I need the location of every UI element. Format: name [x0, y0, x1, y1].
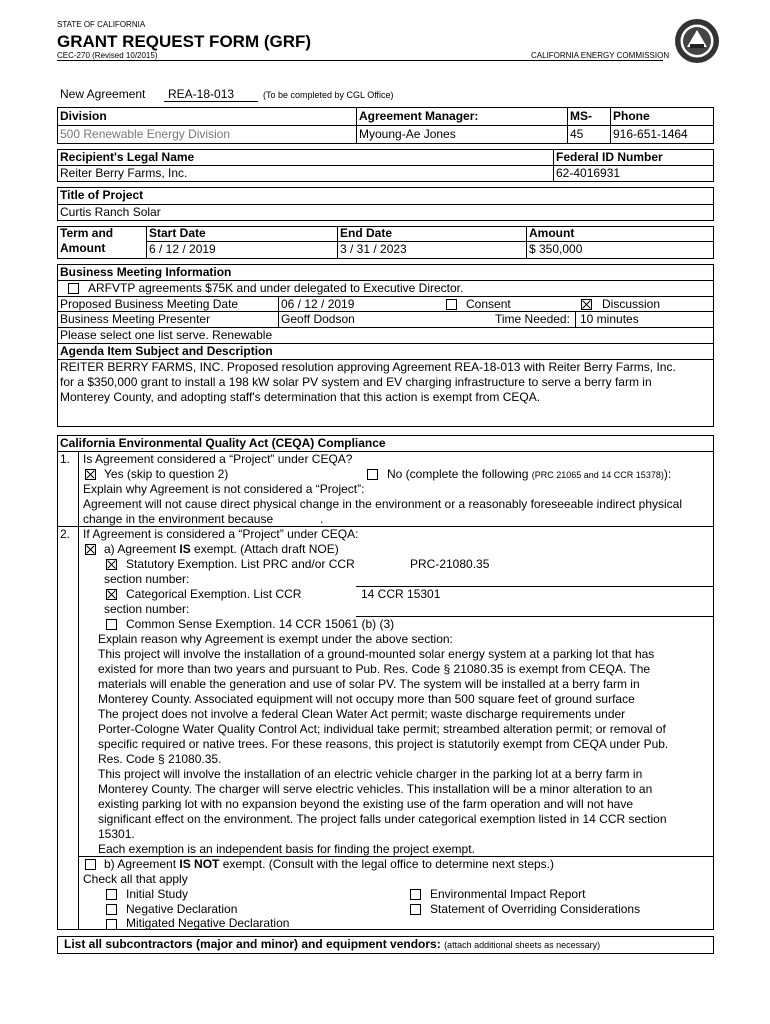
- q1-yes-label: Yes (skip to question 2): [104, 467, 229, 481]
- manager-value[interactable]: Myoung-Ae Jones: [359, 127, 456, 141]
- q1-number: 1.: [60, 452, 71, 466]
- manager-label: Agreement Manager:: [359, 109, 479, 123]
- q2a-post: exempt. (Attach draft NOE): [190, 542, 339, 556]
- project-title-label: Title of Project: [60, 188, 144, 202]
- statutory-checkbox[interactable]: [106, 559, 117, 570]
- subcontractors-note: (attach additional sheets as necessary): [444, 940, 601, 950]
- ms-label: MS-: [570, 109, 592, 123]
- federal-id-label: Federal ID Number: [556, 150, 663, 164]
- agenda-line-2: for a $350,000 grant to install a 198 kW solar PV system and EV charging infrastructure to serve a berry farm in: [60, 375, 652, 389]
- initial-study-label: Initial Study: [126, 887, 189, 901]
- q2b-pre: b) Agreement: [104, 857, 180, 871]
- reason-line: Res. Code § 21080.35.: [98, 752, 222, 766]
- recipient-name-value[interactable]: Reiter Berry Farms, Inc.: [60, 166, 188, 180]
- end-date-label: End Date: [340, 226, 393, 240]
- end-date-value[interactable]: 3 / 31 / 2023: [340, 242, 407, 256]
- reason-line: existed for more than two years and pursuant to Pub. Res. Code § 21080.35 is exempt from CEQA. The: [98, 662, 651, 676]
- q1-yes-checkbox[interactable]: [85, 469, 96, 480]
- overriding-considerations-checkbox[interactable]: [410, 904, 421, 915]
- reason-line: Porter-Cologne Water Quality Control Act; individual take permit; streambed alteration permit; or removal of: [98, 722, 666, 736]
- ms-value[interactable]: 45: [570, 127, 584, 141]
- new-agreement-label: New Agreement: [60, 87, 146, 101]
- term-label-line2: Amount: [60, 241, 106, 255]
- overriding-considerations-label: Statement of Overriding Considerations: [430, 902, 641, 916]
- amount-label: Amount: [529, 226, 575, 240]
- project-title-value[interactable]: Curtis Ranch Solar: [60, 205, 161, 219]
- start-date-label: Start Date: [149, 226, 206, 240]
- q1-no-end: ):: [663, 467, 672, 481]
- consent-checkbox[interactable]: [446, 299, 457, 310]
- state-seal-icon: [674, 18, 720, 64]
- discussion-label: Discussion: [602, 297, 661, 311]
- form-title: GRANT REQUEST FORM (GRF): [57, 32, 312, 51]
- term-label-line1: Term and: [60, 226, 114, 240]
- subcontractors-label: [64, 937, 600, 953]
- reason-line: This project will involve the installation of a ground-mounted solar energy system at a parking lot that has: [98, 647, 655, 661]
- explain-line-1: Agreement will not cause direct physical change in the environment or a reasonably foreseeable indirect physical: [83, 497, 682, 511]
- q2-text: If Agreement is considered a “Project” under CEQA:: [83, 527, 359, 541]
- q1-no-checkbox[interactable]: [367, 469, 378, 480]
- categorical-label: Categorical Exemption. List CCR: [126, 587, 302, 601]
- q2a-label: [104, 542, 339, 557]
- statutory-section-number: section number:: [104, 572, 190, 586]
- eir-label: Environmental Impact Report: [430, 887, 586, 901]
- proposed-date-value[interactable]: 06 / 12 / 2019: [281, 297, 355, 311]
- negative-declaration-checkbox[interactable]: [106, 904, 117, 915]
- statutory-value[interactable]: PRC-21080.35: [410, 557, 490, 571]
- reason-line: significant effect on the environment. The project falls under categorical exemption listed in 14 CCR section: [98, 812, 667, 826]
- q1-no-label: [387, 467, 671, 483]
- reason-line: existing parking lot with no expansion beyond the existing use of the farm operation and will not have: [98, 797, 633, 811]
- proposed-date-label: Proposed Business Meeting Date: [60, 297, 239, 311]
- explain-dot: .: [320, 512, 324, 526]
- q2a-checkbox[interactable]: [85, 544, 96, 555]
- categorical-value[interactable]: 14 CCR 15301: [361, 587, 441, 601]
- cgl-office-note: (To be completed by CGL Office): [263, 90, 394, 100]
- eir-checkbox[interactable]: [410, 889, 421, 900]
- reason-line: specific required or native trees. For these reasons, this project is statutorily exempt from CEQA under Pub.: [98, 737, 669, 751]
- q1-text: Is Agreement considered a “Project” under CEQA?: [83, 452, 353, 466]
- agency-name: CALIFORNIA ENERGY COMMISSION: [531, 51, 670, 60]
- q2b-label: [104, 857, 554, 872]
- phone-value[interactable]: 916-651-1464: [613, 127, 688, 141]
- phone-label: Phone: [613, 109, 650, 123]
- reason-line: 15301.: [98, 827, 135, 841]
- q2b-post: exempt. (Consult with the legal office to determine next steps.): [219, 857, 555, 871]
- agenda-line-3: Monterey County, and adopting staff's determination that this action is exempt from CEQA.: [60, 390, 541, 404]
- reason-line: Each exemption is an independent basis for finding the project exempt.: [98, 842, 475, 856]
- q2a-is: IS: [179, 542, 191, 556]
- common-sense-checkbox[interactable]: [106, 619, 117, 630]
- negative-declaration-label: Negative Declaration: [126, 902, 238, 916]
- check-all-label: Check all that apply: [83, 872, 188, 886]
- mitigated-negative-declaration-label: Mitigated Negative Declaration: [126, 916, 290, 930]
- form-id: CEC-270 (Revised 10/2015): [57, 51, 158, 60]
- reason-line: The project does not involve a federal Clean Water Act permit; waste discharge requirements under: [98, 707, 626, 721]
- start-date-value[interactable]: 6 / 12 / 2019: [149, 242, 216, 256]
- state-label: STATE OF CALIFORNIA: [57, 20, 146, 29]
- division-label: Division: [60, 109, 107, 123]
- agreement-number[interactable]: REA-18-013: [168, 87, 235, 101]
- agenda-line-1: REITER BERRY FARMS, INC. Proposed resolution approving Agreement REA-18-013 with Reiter Berry Farms, Inc.: [60, 360, 676, 374]
- reason-line: Monterey County. The charger will serve electric vehicles. This installation will be a minor alteration to an: [98, 782, 653, 796]
- reason-line: This project will involve the installation of an electric vehicle charger in the parking lot at a berry farm in: [98, 767, 643, 781]
- explain-line-2: change in the environment because: [83, 512, 274, 526]
- arfvtp-checkbox[interactable]: [68, 283, 79, 294]
- federal-id-value[interactable]: 62-4016931: [556, 166, 621, 180]
- ceqa-heading: California Environmental Quality Act (CEQA) Compliance: [60, 436, 386, 450]
- exempt-reason-label: Explain reason why Agreement is exempt under the above section:: [98, 632, 453, 646]
- list-serve[interactable]: Please select one list serve. Renewable: [60, 328, 273, 342]
- q2a-pre: a) Agreement: [104, 542, 180, 556]
- time-needed-value[interactable]: 10 minutes: [580, 312, 639, 326]
- q2b-checkbox[interactable]: [85, 859, 96, 870]
- reason-line: Monterey County. Associated equipment will not occupy more than 500 square feet of ground surface: [98, 692, 635, 706]
- common-sense-label: Common Sense Exemption. 14 CCR 15061 (b) (3): [126, 617, 395, 631]
- q1-no-ref: (PRC 21065 and 14 CCR 15378): [531, 470, 664, 480]
- categorical-section-number: section number:: [104, 602, 190, 616]
- q2-number: 2.: [60, 527, 71, 541]
- subcontractors-text: List all subcontractors (major and minor) and equipment vendors:: [64, 937, 441, 951]
- q2b-isnot: IS NOT: [179, 857, 220, 871]
- division-value[interactable]: 500 Renewable Energy Division: [60, 127, 231, 141]
- presenter-label: Business Meeting Presenter: [60, 312, 211, 326]
- presenter-value[interactable]: Geoff Dodson: [281, 312, 355, 326]
- recipient-name-label: Recipient's Legal Name: [60, 150, 195, 164]
- q1-no-text: No (complete the following: [387, 467, 529, 481]
- agenda-heading: Agenda Item Subject and Description: [60, 344, 273, 358]
- business-meeting-heading: Business Meeting Information: [60, 265, 232, 279]
- reason-line: materials will enable the generation and use of solar PV. The system will be installed at a berry farm in: [98, 677, 640, 691]
- amount-value[interactable]: $ 350,000: [529, 242, 583, 256]
- initial-study-checkbox[interactable]: [106, 889, 117, 900]
- consent-label: Consent: [466, 297, 511, 311]
- mitigated-negative-declaration-checkbox[interactable]: [106, 919, 117, 930]
- time-needed-label: Time Needed:: [495, 312, 570, 326]
- explain-not-project-label: Explain why Agreement is not considered a “Project”:: [83, 482, 365, 496]
- statutory-label: Statutory Exemption. List PRC and/or CCR: [126, 557, 355, 571]
- arfvtp-label: ARFVTP agreements $75K and under delegated to Executive Director.: [88, 281, 464, 295]
- discussion-checkbox[interactable]: [581, 299, 592, 310]
- categorical-checkbox[interactable]: [106, 589, 117, 600]
